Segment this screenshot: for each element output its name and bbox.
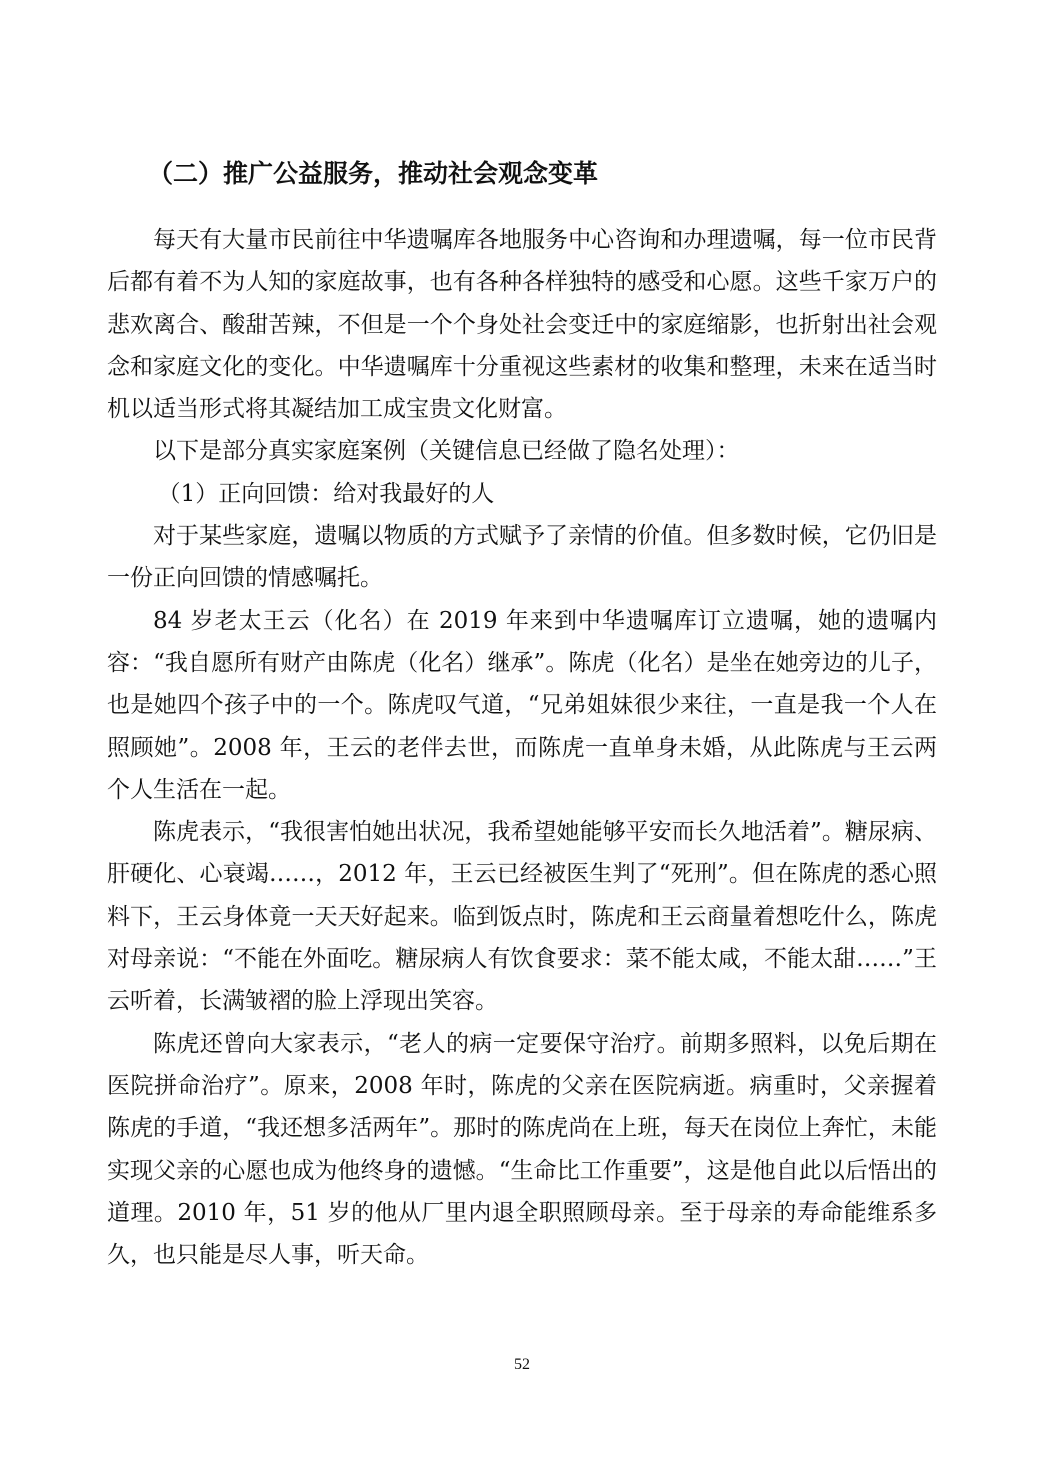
paragraph-case-summary: 对于某些家庭，遗嘱以物质的方式赋予了亲情的价值。但多数时候，它仍旧是一份正向回馈的情感嘱托。 xyxy=(107,523,937,592)
paragraph-case-story-2: 陈虎表示，“我很害怕她出状况，我希望她能够平安而长久地活着”。糖尿病、肝硬化、心衰竭……，2012 年，王云已经被医生判了“死刑”。但在陈虎的悉心照料下，王云身体竟一天天好起来。临到饭点时，陈虎和王云商量着想吃什么，陈虎对母亲说：“不能在外面吃。糖尿病人有饮食要求：菜不能太咸，不能太甜……”王云听着，长满皱褶的脸上浮现出笑容。 xyxy=(107,819,937,1015)
section-heading: （二）推广公益服务，推动社会观念变革 xyxy=(148,159,599,188)
page-number: 52 xyxy=(514,1356,530,1373)
case-subheading: （1）正向回馈：给对我最好的人 xyxy=(157,480,495,507)
paragraph-case-story-1: 84 岁老太王云（化名）在 2019 年来到中华遗嘱库订立遗嘱，她的遗嘱内容：“我自愿所有财产由陈虎（化名）继承”。陈虎（化名）是坐在她旁边的儿子，也是她四个孩子中的一个。陈虎叹气道，“兄弟姐妹很少来往，一直是我一个人在照顾她”。2008 年，王云的老伴去世，而陈虎一直单身未婚，从此陈虎与王云两个人生活在一起。 xyxy=(107,607,937,803)
paragraph-intro: 每天有大量市民前往中华遗嘱库各地服务中心咨询和办理遗嘱，每一位市民背后都有着不为人知的家庭故事，也有各种各样独特的感受和心愿。这些千家万户的悲欢离合、酸甜苦辣，不但是一个个身处社会变迁中的家庭缩影，也折射出社会观念和家庭文化的变化。中华遗嘱库十分重视这些素材的收集和整理，未来在适当时机以适当形式将其凝结加工成宝贵文化财富。 xyxy=(107,227,937,423)
paragraph-case-story-3: 陈虎还曾向大家表示，“老人的病一定要保守治疗。前期多照料，以免后期在医院拼命治疗”。原来，2008 年时，陈虎的父亲在医院病逝。病重时，父亲握着陈虎的手道，“我还想多活两年”。那时的陈虎尚在上班，每天在岗位上奔忙，未能实现父亲的心愿也成为他终身的遗憾。“生命比工作重要”，这是他自此以后悟出的道理。2010 年，51 岁的他从厂里内退全职照顾母亲。至于母亲的寿命能维系多久，也只能是尽人事，听天命。 xyxy=(107,1030,937,1269)
body-text xyxy=(107,219,937,1276)
paragraph-cases-lead: 以下是部分真实家庭案例（关键信息已经做了隐名处理）： xyxy=(153,438,740,465)
